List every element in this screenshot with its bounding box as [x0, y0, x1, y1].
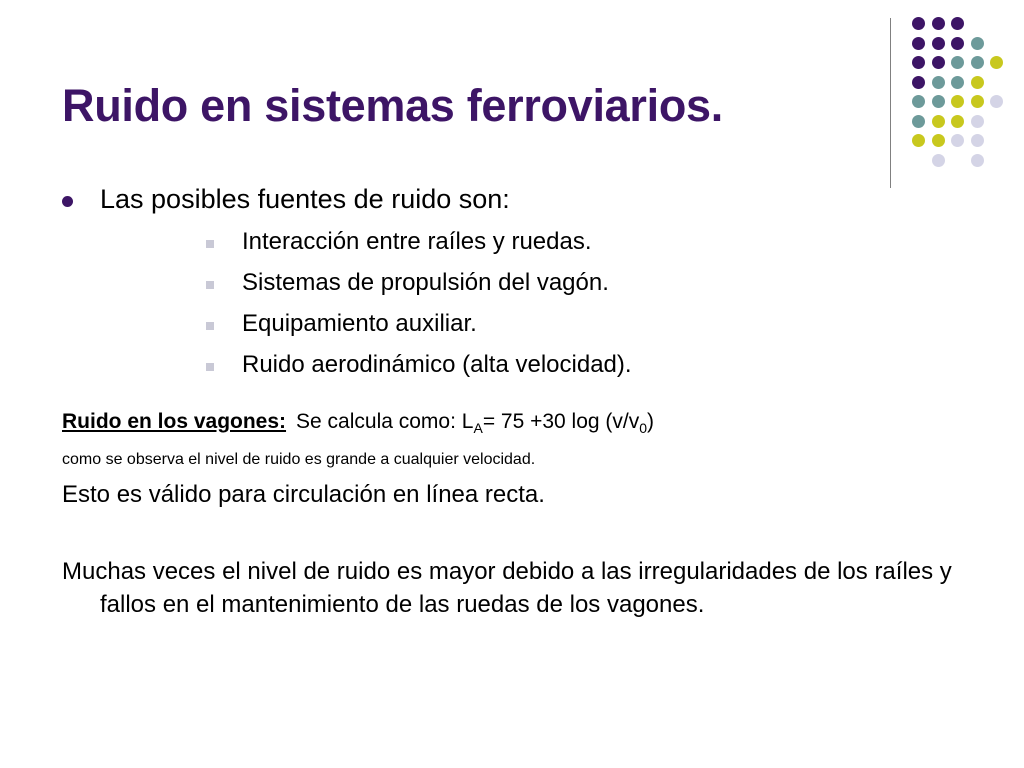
- decorative-dot: [971, 134, 984, 147]
- decorative-dot: [912, 37, 925, 50]
- bullet-square-icon: [206, 240, 214, 248]
- decorative-dot: [912, 95, 925, 108]
- slide-title: Ruido en sistemas ferroviarios.: [62, 80, 723, 131]
- decorative-dot: [932, 17, 945, 30]
- decorative-dot: [912, 115, 925, 128]
- decorative-dot: [951, 95, 964, 108]
- bullet-square-icon: [206, 363, 214, 371]
- decorative-dot: [971, 115, 984, 128]
- decorative-dot: [932, 76, 945, 89]
- bullet-square-icon: [206, 322, 214, 330]
- decorative-dot: [990, 56, 1003, 69]
- decorative-dot: [932, 37, 945, 50]
- formula-middle: = 75 +30 log (v/v: [482, 410, 640, 433]
- main-bullet-text: Las posibles fuentes de ruido son:: [100, 184, 510, 214]
- decorative-dot: [971, 56, 984, 69]
- decorative-dot: [951, 17, 964, 30]
- decorative-dot: [932, 56, 945, 69]
- decorative-dot: [932, 95, 945, 108]
- formula-line: [62, 410, 654, 434]
- formula-subscript-0: 0: [639, 420, 648, 436]
- sub-bullet-text: Interacción entre raíles y ruedas.: [242, 228, 592, 255]
- decorative-dot: [932, 154, 945, 167]
- formula-prefix: Se calcula como: L: [296, 410, 474, 433]
- decorative-dot: [951, 134, 964, 147]
- formula-suffix: ): [647, 410, 655, 433]
- bullet-disc-icon: [62, 196, 73, 207]
- decorative-dot: [990, 95, 1003, 108]
- small-note: como se observa el nivel de ruido es grande a cualquier velocidad.: [62, 451, 536, 468]
- decorative-dot: [951, 37, 964, 50]
- decorative-dot: [971, 37, 984, 50]
- sub-bullet-text: Sistemas de propulsión del vagón.: [242, 269, 609, 296]
- decorative-dot: [912, 17, 925, 30]
- decorative-dot: [971, 76, 984, 89]
- formula-subscript-a: A: [473, 420, 483, 436]
- decorative-dot: [912, 76, 925, 89]
- validity-text: Esto es válido para circulación en línea recta.: [62, 481, 545, 508]
- formula-label: Ruido en los vagones:: [62, 410, 287, 433]
- decorative-dot: [971, 154, 984, 167]
- bullet-square-icon: [206, 281, 214, 289]
- decorative-dot: [912, 56, 925, 69]
- decorative-dot: [912, 134, 925, 147]
- decorative-dot: [971, 95, 984, 108]
- decorative-dot: [932, 115, 945, 128]
- sub-bullet-text: Equipamiento auxiliar.: [242, 310, 477, 337]
- closing-paragraph: Muchas veces el nivel de ruido es mayor debido a las irregularidades de los raíles y fallos en el mantenimiento de las ruedas de los vagones.: [62, 558, 952, 618]
- sub-bullet-text: Ruido aerodinámico (alta velocidad).: [242, 351, 632, 378]
- decorative-dot: [951, 115, 964, 128]
- decorative-dot: [932, 134, 945, 147]
- decorative-dot: [951, 76, 964, 89]
- decorative-dot: [951, 56, 964, 69]
- divider-line: [890, 18, 891, 188]
